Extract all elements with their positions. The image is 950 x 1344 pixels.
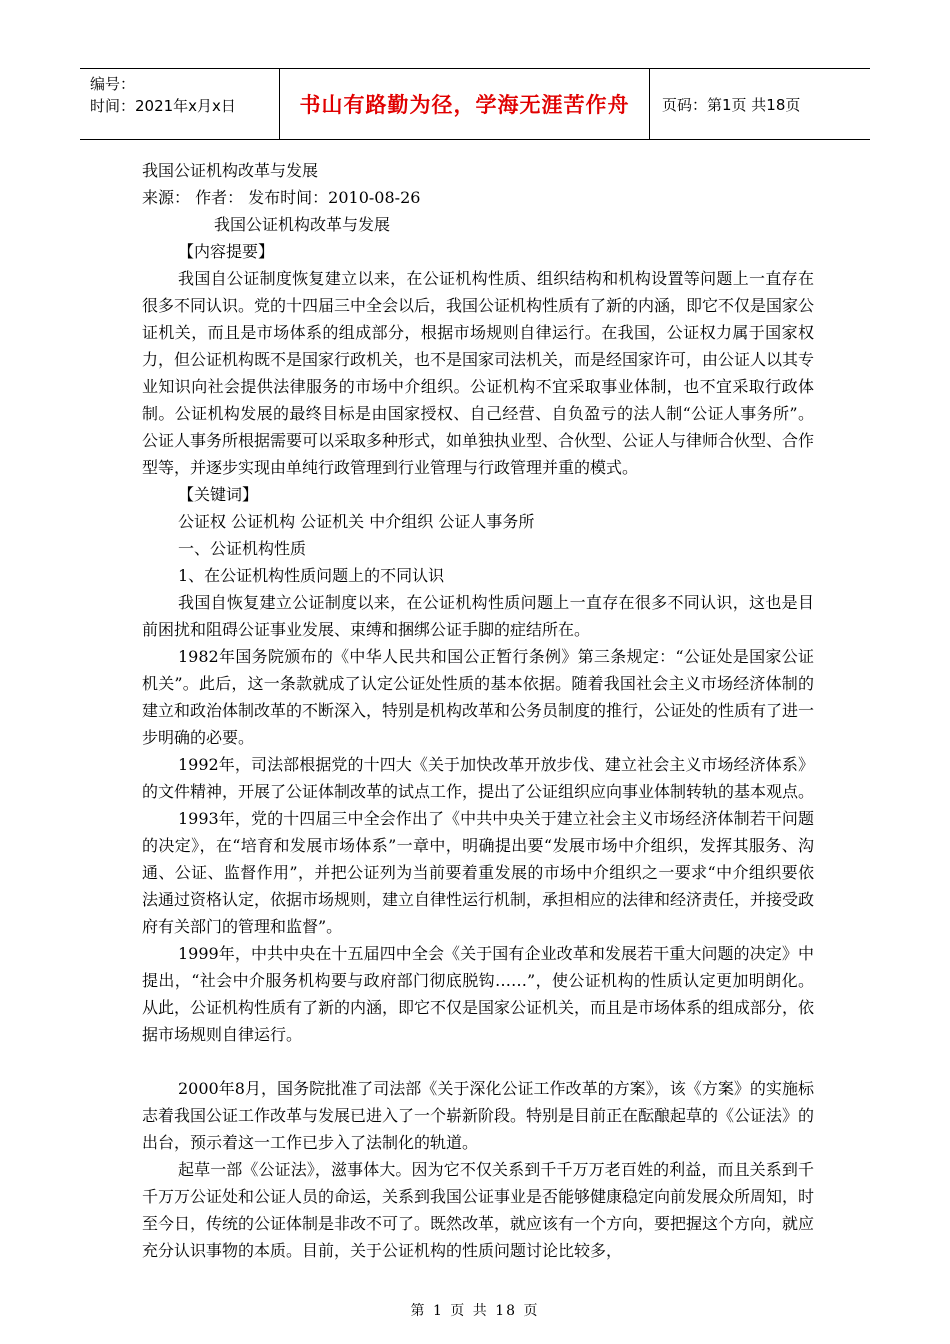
doc-subtitle: 我国公证机构改革与发展 <box>214 215 391 234</box>
abstract-label: 【内容提要】 <box>178 242 275 261</box>
paragraph: 1982年国务院颁布的《中华人民共和国公正暂行条例》第三条规定：“公证处是国家公证机关”。此后，这一条款就成了认定公证处性质的基本依据。随着我国社会主义市场经济体制的建立和政治体制改革的不断深入，特别是机构改革和公务员制度的推行，公证处的性质有了进一步明确的必要。 <box>142 647 815 747</box>
doc-meta: 来源： 作者： 发布时间：2010-08-26 <box>142 188 421 207</box>
paragraph: 1992年，司法部根据党的十四大《关于加快改革开放步伐、建立社会主义市场经济体系》的文件精神，开展了公证体制改革的试点工作，提出了公证组织应向事业体制转轨的基本观点。 <box>142 755 815 801</box>
document-body <box>142 157 814 1264</box>
keywords-label: 【关键词】 <box>178 485 259 504</box>
doc-title: 我国公证机构改革与发展 <box>142 161 319 180</box>
paragraph: 我国自恢复建立公证制度以来，在公证机构性质问题上一直存在很多不同认识，这也是目前困扰和阻碍公证事业发展、束缚和捆绑公证手脚的症结所在。 <box>142 593 814 639</box>
header-time: 时间：2021年x月x日 <box>90 97 236 115</box>
header-number: 编号： <box>90 75 136 93</box>
section-heading: 一、公证机构性质 <box>178 539 307 558</box>
header-meta <box>80 69 280 139</box>
paragraph-gap <box>142 1048 814 1075</box>
keywords: 公证权 公证机构 公证机关 中介组织 公证人事务所 <box>178 512 535 531</box>
page-footer: 第 1 页 共 18 页 <box>410 1303 540 1319</box>
paragraph: 1993年，党的十四届三中全会作出了《中共中央关于建立社会主义市场经济体制若干问题的决定》，在“培育和发展市场体系”一章中，明确提出要“发展市场中介组织，发挥其服务、沟通、公证、监督作用”，并把公证列为当前要着重发展的市场中介组织之一要求“中介组织要依法通过资格认定，依据市场规则，建立自律性运行机制，承担相应的法律和经济责任，并接受政府有关部门的管理和监督”。 <box>142 809 815 936</box>
paragraph: 2000年8月，国务院批准了司法部《关于深化公证工作改革的方案》，该《方案》的实施标志着我国公证工作改革与发展已进入了一个崭新阶段。特别是目前正在酝酿起草的《公证法》的出台，预示着这一工作已步入了法制化的轨道。 <box>142 1079 815 1152</box>
page-header <box>80 68 870 140</box>
header-motto: 书山有路勤为径，学海无涯苦作舟 <box>280 69 650 139</box>
paragraph: 起草一部《公证法》，滋事体大。因为它不仅关系到千千万万老百姓的利益，而且关系到千千万万公证处和公证人员的命运，关系到我国公证事业是否能够健康稳定向前发展众所周知，时至今日，传统的公证体制是非改不可了。既然改革，就应该有一个方向，要把握这个方向，就应充分认识事物的本质。目前，关于公证机构的性质问题讨论比较多， <box>142 1160 815 1260</box>
abstract-paragraph: 我国自公证制度恢复建立以来，在公证机构性质、组织结构和机构设置等问题上一直存在很多不同认识。党的十四届三中全会以后，我国公证机构性质有了新的内涵，即它不仅是国家公证机关，而且是市场体系的组成部分，根据市场规则自律运行。在我国，公证权力属于国家权力，但公证机构既不是国家行政机关，也不是国家司法机关，而是经国家许可，由公证人以其专业知识向社会提供法律服务的市场中介组织。公证机构不宜采取事业体制，也不宜采取行政体制。公证机构发展的最终目标是由国家授权、自己经营、自负盈亏的法人制“公证人事务所”。公证人事务所根据需要可以采取多种形式，如单独执业型、合伙型、公证人与律师合伙型、合作型等，并逐步实现由单纯行政管理到行业管理与行政管理并重的模式。 <box>142 269 815 477</box>
subsection-heading: 1、在公证机构性质问题上的不同认识 <box>178 566 445 585</box>
header-page-info: 页码：第1页 共18页 <box>662 95 801 114</box>
paragraph: 1999年，中共中央在十五届四中全会《关于国有企业改革和发展若干重大问题的决定》中提出，“社会中介服务机构要与政府部门彻底脱钩……”，使公证机构的性质认定更加明朗化。从此，公证机构性质有了新的内涵，即它不仅是国家公证机关，而且是市场体系的组成部分，依据市场规则自律运行。 <box>142 944 815 1044</box>
